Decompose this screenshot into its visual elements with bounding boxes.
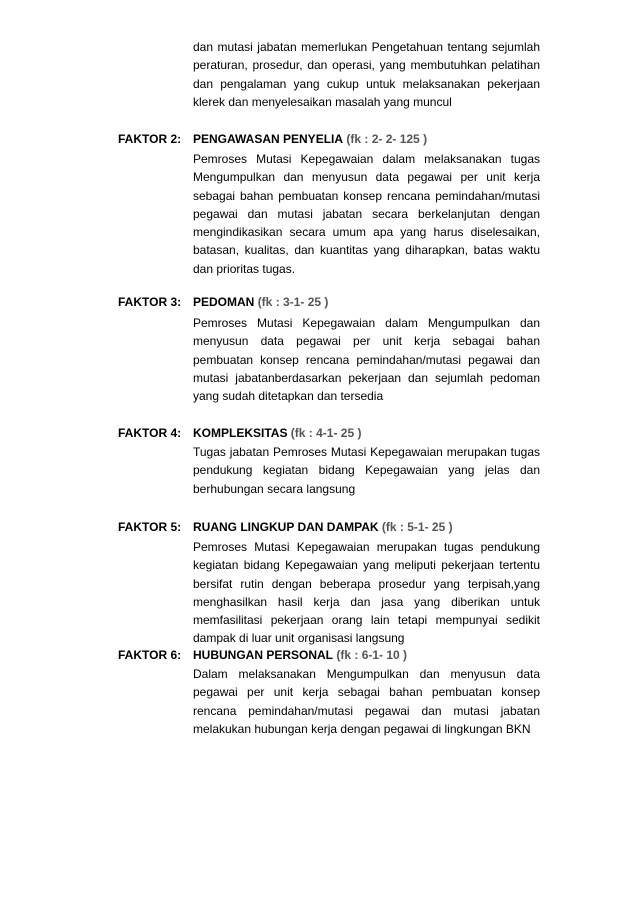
factor-5-title: RUANG LINGKUP DAN DAMPAK bbox=[193, 520, 379, 534]
factor-4-heading bbox=[193, 424, 361, 442]
factor-2-label: FAKTOR 2: bbox=[118, 132, 182, 146]
factor-3-label: FAKTOR 3: bbox=[118, 295, 182, 309]
factor-4-text: Tugas jabatan Pemroses Mutasi Kepegawaian merupakan tugas pendukung kegiatan bidang Kepegawaian yang jelas dan berhubungan secara langsung bbox=[193, 445, 540, 496]
factor-6-title: HUBUNGAN PERSONAL bbox=[193, 648, 334, 662]
factor-2-heading bbox=[193, 130, 427, 148]
factor-6-code: (fk : 6-1- 10 ) bbox=[336, 648, 408, 662]
factor-6-label: FAKTOR 6: bbox=[118, 648, 182, 662]
factor-5-label: FAKTOR 5: bbox=[118, 520, 182, 534]
factor-2-title: PENGAWASAN PENYELIA bbox=[193, 132, 344, 146]
factor-3-title: PEDOMAN bbox=[193, 295, 255, 309]
factor-4-label: FAKTOR 4: bbox=[118, 426, 182, 440]
factor-3-heading bbox=[193, 293, 328, 311]
factor-6-heading bbox=[193, 646, 407, 664]
factor-5-text: Pemroses Mutasi Kepegawaian merupakan tugas pendukung kegiatan bidang Kepegawaian yang meliputi pekerjaan tertentu bersifat rutin dengan beberapa prosedur yang terpisah,yang menghasilkan hasil kerja dan jasa yang diberikan untuk memfasilitasi pekerjaan orang lain tetapi mempunyai sedikit dampak di luar unit organisasi langsung bbox=[193, 540, 540, 646]
factor-4-title: KOMPLEKSITAS bbox=[193, 426, 288, 440]
factor-5-heading bbox=[193, 518, 453, 536]
factor-2-text: Pemroses Mutasi Kepegawaian dalam melaksanakan tugas Mengumpulkan dan menyusun data pegawai per unit kerja sebagai bahan pembuatan konsep rencana pemindahan/mutasi pegawai dan mutasi jabatan secara berkelanjutan dengan mengindikasikan secara umum apa yang harus diselesaikan, batasan, kualitas, dan kuantitas yang diharapkan, batas waktu dan prioritas tugas. bbox=[193, 152, 540, 276]
intro-paragraph: dan mutasi jabatan memerlukan Pengetahuan tentang sejumlah peraturan, prosedur, dan operasi, yang membutuhkan pelatihan dan pengalaman yang cukup untuk melaksanakan pekerjaan klerek dan menyelesaikan masalah yang muncul bbox=[193, 40, 540, 109]
factor-3-code: (fk : 3-1- 25 ) bbox=[257, 295, 329, 309]
factor-2-code: (fk : 2- 2- 125 ) bbox=[346, 132, 428, 146]
factor-5-code: (fk : 5-1- 25 ) bbox=[381, 520, 453, 534]
factor-4-code: (fk : 4-1- 25 ) bbox=[290, 426, 362, 440]
factor-3-text: Pemroses Mutasi Kepegawaian dalam Mengumpulkan dan menyusun data pegawai per unit kerja sebagai bahan pembuatan konsep rencana pemindahan/mutasi pegawai dan mutasi jabatanberdasarkan pekerjaan dan sejumlah pedoman yang sudah ditetapkan dan tersedia bbox=[193, 316, 540, 404]
factor-6-text: Dalam melaksanakan Mengumpulkan dan menyusun data pegawai per unit kerja sebagai bahan pembuatan konsep rencana pemindahan/mutasi pegawai dan mutasi jabatan melakukan hubungan kerja dengan pegawai di lingkungan BKN bbox=[193, 667, 540, 736]
